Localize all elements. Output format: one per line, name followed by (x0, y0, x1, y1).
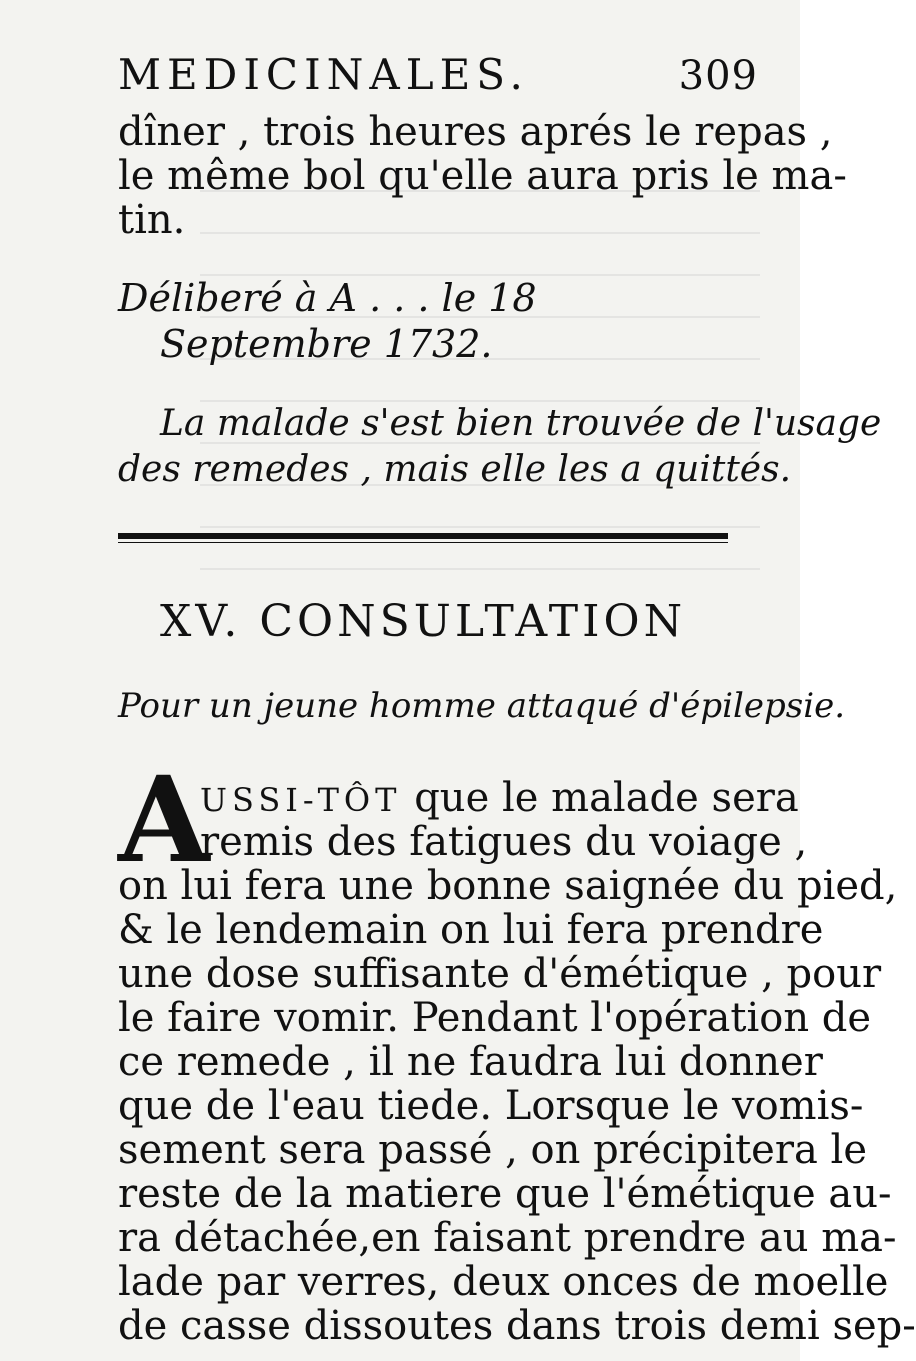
text-line: on lui fera une bonne saignée du pied, (118, 863, 898, 909)
drop-cap: A (118, 750, 210, 889)
text-line: le faire vomir. Pendant l'opération de (118, 995, 872, 1041)
text-line: de casse dissoutes dans trois demi sep- (118, 1303, 916, 1349)
deliberation-line: Déliberé à A . . . le 18 (118, 276, 537, 320)
bleed-through-texture (200, 190, 760, 610)
text-line: dîner , trois heures aprés le repas , (118, 109, 833, 155)
page-number: 309 (678, 53, 758, 99)
text-line: le même bol qu'elle aura pris le ma- (118, 153, 847, 199)
running-head (118, 50, 758, 99)
text-line: remis des fatigues du voiage , (200, 819, 808, 865)
text-line: ra détachée,en faisant prendre au ma- (118, 1215, 897, 1261)
deliberation-date: Septembre 1732. (160, 322, 493, 366)
consultation-heading: XV. CONSULTATION (160, 596, 687, 647)
text-line: que de l'eau tiede. Lorsque le vomis- (118, 1083, 864, 1129)
running-head-title: MEDICINALES. (118, 50, 529, 99)
consultation-subheading: Pour un jeune homme attaqué d'épilepsie. (118, 686, 846, 726)
text-line: & le lendemain on lui fera prendre (118, 907, 824, 953)
text-line (200, 775, 799, 822)
section-divider (118, 533, 728, 543)
first-word: USSI-TÔT (200, 781, 402, 819)
text-line: tin. (118, 197, 186, 243)
text-line: une dose suffisante d'émétique , pour (118, 951, 882, 997)
text-line: ce remede , il ne faudra lui donner (118, 1039, 823, 1085)
text-line: sement sera passé , on précipitera le (118, 1127, 868, 1173)
note-line: des remedes , mais elle les a quittés. (118, 449, 792, 490)
text-line: reste de la matiere que l'émétique au- (118, 1171, 892, 1217)
first-line-rest: que le malade sera (414, 775, 799, 821)
text-line: lade par verres, deux onces de moelle (118, 1259, 889, 1305)
note-line: La malade s'est bien trouvée de l'usage (160, 403, 882, 444)
